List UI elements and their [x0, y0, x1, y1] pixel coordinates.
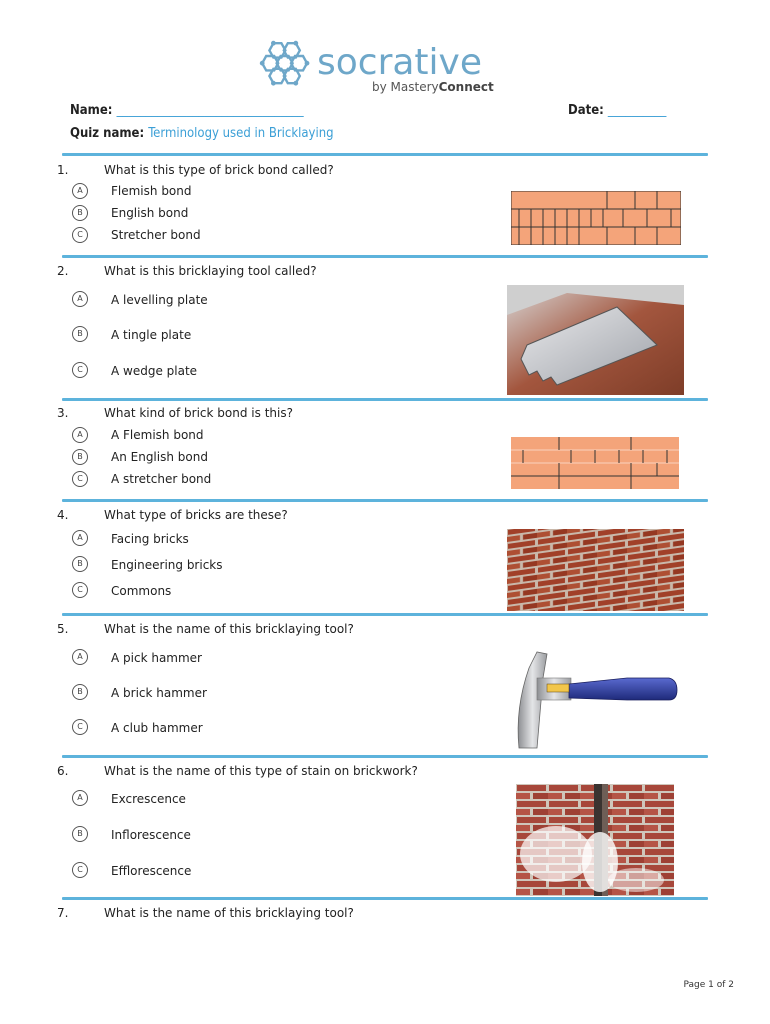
option-c-radio[interactable]: C: [72, 582, 88, 598]
brick-hammer-photo: [507, 648, 684, 752]
quiz-name-field: [70, 126, 334, 141]
option-text: A tingle plate: [111, 328, 192, 342]
option-text: A stretcher bond: [111, 472, 212, 486]
option-text: A club hammer: [111, 721, 203, 735]
logo-wordmark: socrative: [317, 42, 483, 83]
efflorescence-photo: [516, 784, 674, 896]
divider: [62, 613, 708, 616]
question-text: What type of bricks are these?: [104, 508, 288, 522]
quiz-name-value: Terminology used in Bricklaying: [148, 126, 334, 141]
option-text: A levelling plate: [111, 293, 208, 307]
page-number: Page 1 of 2: [683, 980, 734, 990]
date-label: Date:: [568, 103, 604, 118]
option-text: Commons: [111, 584, 172, 598]
name-label: Name:: [70, 103, 113, 118]
option-b-radio[interactable]: B: [72, 684, 88, 700]
brick-bond-diagram-1: [511, 191, 681, 245]
name-field: [70, 103, 304, 118]
divider: [62, 755, 708, 758]
question-number: 5.: [57, 622, 69, 636]
date-blank: __________: [607, 103, 667, 118]
question-text: What is this bricklaying tool called?: [104, 264, 317, 278]
question-number: 4.: [57, 508, 69, 522]
option-c-radio[interactable]: C: [72, 719, 88, 735]
socrative-logo-hexagons: [255, 40, 311, 88]
option-text: A Flemish bond: [111, 428, 204, 442]
question-text: What kind of brick bond is this?: [104, 406, 293, 420]
brick-wall-photo: [507, 529, 684, 611]
divider: [62, 153, 708, 156]
option-b-radio[interactable]: B: [72, 449, 88, 465]
brick-bond-diagram-2: [511, 437, 679, 489]
option-a-radio[interactable]: A: [72, 183, 88, 199]
option-a-radio[interactable]: A: [72, 291, 88, 307]
option-text: Engineering bricks: [111, 558, 223, 572]
option-text: Stretcher bond: [111, 228, 201, 242]
option-text: Excrescence: [111, 792, 186, 806]
option-text: An English bond: [111, 450, 208, 464]
option-b-radio[interactable]: B: [72, 205, 88, 221]
question-number: 3.: [57, 406, 69, 420]
option-text: A brick hammer: [111, 686, 207, 700]
option-a-radio[interactable]: A: [72, 649, 88, 665]
name-blank: ________________________________: [116, 103, 304, 118]
question-number: 6.: [57, 764, 69, 778]
option-b-radio[interactable]: B: [72, 556, 88, 572]
divider: [62, 255, 708, 258]
option-text: Inflorescence: [111, 828, 191, 842]
question-number: 1.: [57, 163, 69, 177]
divider: [62, 897, 708, 900]
option-text: Flemish bond: [111, 184, 192, 198]
question-text: What is this type of brick bond called?: [104, 163, 334, 177]
option-a-radio[interactable]: A: [72, 530, 88, 546]
date-field: [568, 103, 666, 118]
divider: [62, 499, 708, 502]
option-text: English bond: [111, 206, 189, 220]
option-text: Facing bricks: [111, 532, 189, 546]
question-number: 2.: [57, 264, 69, 278]
option-a-radio[interactable]: A: [72, 427, 88, 443]
option-c-radio[interactable]: C: [72, 471, 88, 487]
option-text: Efflorescence: [111, 864, 192, 878]
option-text: A pick hammer: [111, 651, 202, 665]
question-number: 7.: [57, 906, 69, 920]
question-text: What is the name of this type of stain on brickwork?: [104, 764, 418, 778]
option-c-radio[interactable]: C: [72, 862, 88, 878]
option-a-radio[interactable]: A: [72, 790, 88, 806]
divider: [62, 398, 708, 401]
tingle-plate-photo: [507, 285, 684, 395]
question-text: What is the name of this bricklaying tool?: [104, 622, 354, 636]
option-b-radio[interactable]: B: [72, 326, 88, 342]
option-b-radio[interactable]: B: [72, 826, 88, 842]
question-text: What is the name of this bricklaying tool?: [104, 906, 354, 920]
logo-byline: by MasteryConnect: [372, 80, 494, 94]
option-text: A wedge plate: [111, 364, 198, 378]
option-c-radio[interactable]: C: [72, 362, 88, 378]
quiz-name-label: Quiz name:: [70, 126, 145, 141]
option-c-radio[interactable]: C: [72, 227, 88, 243]
